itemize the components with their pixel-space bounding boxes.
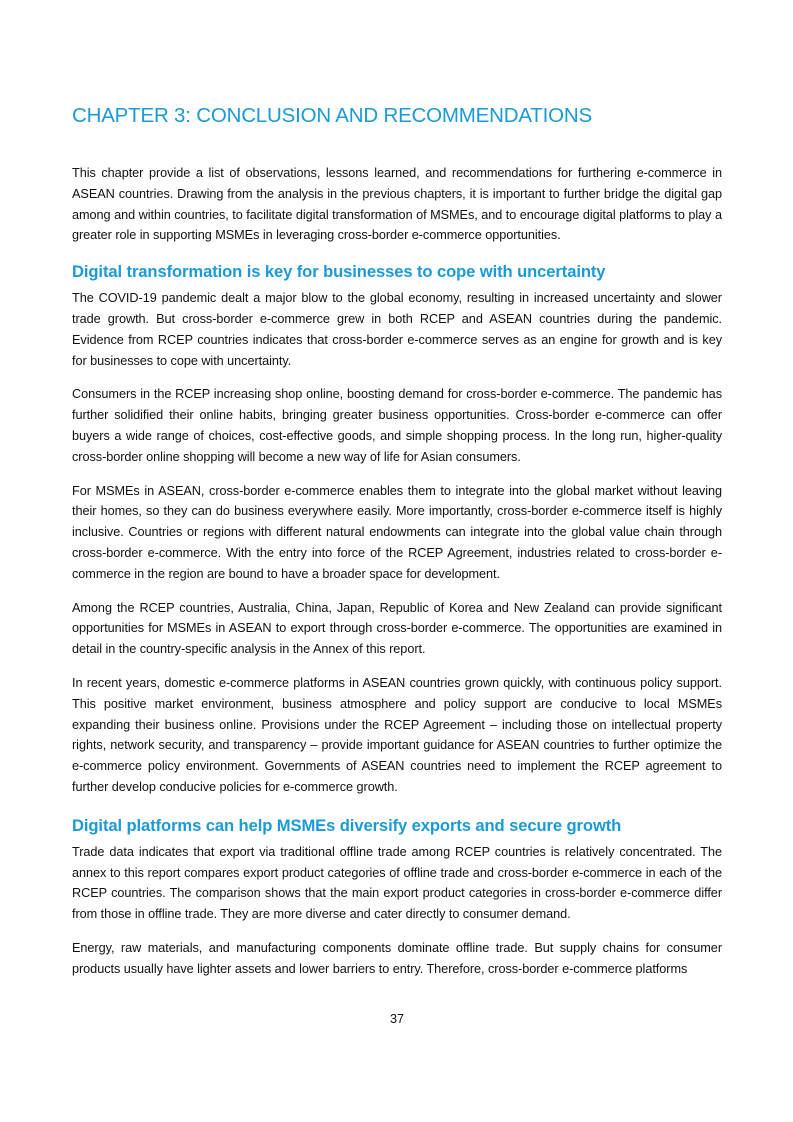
section-heading-digital-transformation: Digital transformation is key for businesses to cope with uncertainty [72,262,606,282]
section-heading-digital-platforms: Digital platforms can help MSMEs diversify exports and secure growth [72,815,622,835]
paragraph: Energy, raw materials, and manufacturing components dominate offline trade. But supply chains for consumer products usually have lighter assets and lower barriers to entry. Therefore, cross-border e-commerce platforms [72,940,722,976]
chapter-title: CHAPTER 3: CONCLUSION AND RECOMMENDATIONS [72,104,592,127]
document-body [72,163,722,993]
paragraph: Trade data indicates that export via traditional offline trade among RCEP countries is relatively concentrated. The annex to this report compares export product categories of offline trade and cross-border e-commerce in each of the RCEP countries. The comparison shows that the main export product categories in cross-border e-commerce differ from those in offline trade. They are more diverse and cater directly to consumer demand. [72,844,722,922]
paragraph: Among the RCEP countries, Australia, China, Japan, Republic of Korea and New Zealand can provide significant opportunities for MSMEs in ASEAN to export through cross-border e-commerce. The opportunities are examined in detail in the country-specific analysis in the Annex of this report. [72,600,722,657]
paragraph: For MSMEs in ASEAN, cross-border e-commerce enables them to integrate into the global market without leaving their homes, so they can do business everywhere easily. More importantly, cross-border e-commerce itself is highly inclusive. Countries or regions with different natural endowments can integrate into the global value chain through cross-border e-commerce. With the entry into force of the RCEP Agreement, industries related to cross-border e-commerce in the region are bound to have a broader space for development. [72,483,722,581]
paragraph: The COVID-19 pandemic dealt a major blow to the global economy, resulting in increased uncertainty and slower trade growth. But cross-border e-commerce grew in both RCEP and ASEAN countries during the pandemic. Evidence from RCEP countries indicates that cross-border e-commerce serves as an engine for growth and is key for businesses to cope with uncertainty. [72,291,722,368]
page-number: 37 [389,1012,405,1026]
paragraph: Consumers in the RCEP increasing shop online, boosting demand for cross-border e-commerce. The pandemic has further solidified their online habits, bringing greater business opportunities. Cross-border e-commerce can offer buyers a wide range of choices, cost-effective goods, and simple shopping process. In the long run, higher-quality cross-border online shopping will become a new way of life for Asian consumers. [72,387,722,464]
intro-paragraph: This chapter provide a list of observations, lessons learned, and recommendations for furthering e-commerce in ASEAN countries. Drawing from the analysis in the previous chapters, it is important to further bridge the digital gap among and within countries, to facilitate digital transformation of MSMEs, and to encourage digital platforms to play a greater role in supporting MSMEs in leveraging cross-border e-commerce opportunities. [72,166,722,243]
paragraph: In recent years, domestic e-commerce platforms in ASEAN countries grown quickly, with continuous policy support. This positive market environment, business atmosphere and policy support are conducive to local MSMEs expanding their business online. Provisions under the RCEP Agreement – including those on intellectual property rights, network security, and transparency – provide important guidance for ASEAN countries to further optimize the e-commerce policy environment. Governments of ASEAN countries need to implement the RCEP agreement to further develop conducive policies for e-commerce growth. [72,675,722,794]
